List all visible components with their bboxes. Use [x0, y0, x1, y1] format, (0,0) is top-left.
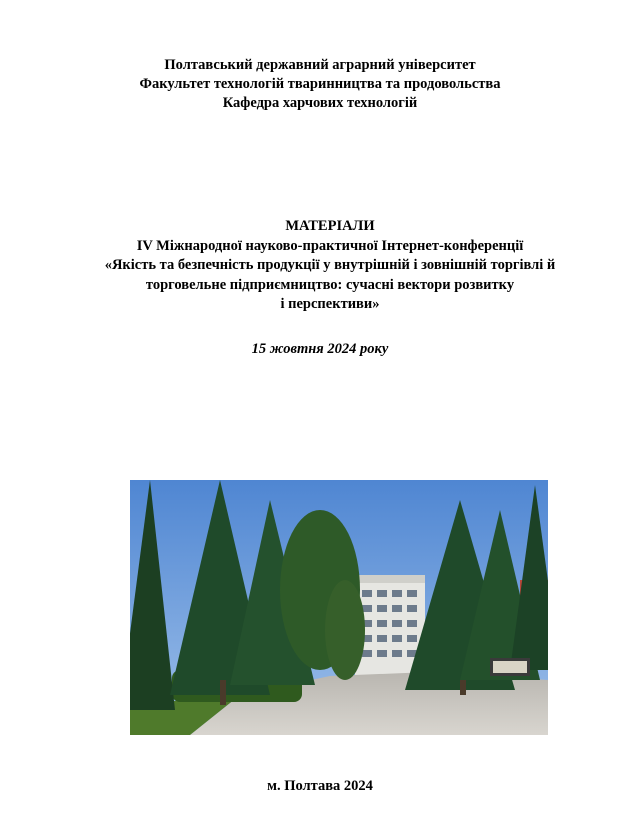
conference-date: 15 жовтня 2024 року	[251, 341, 389, 357]
campus-photo	[130, 480, 548, 735]
title-line-2: «Якість та безпечність продукції у внутрішній і зовнішній торгівлі й	[104, 257, 556, 273]
faculty-name: Факультет технологій тваринництва та продовольства	[139, 76, 501, 92]
title-line-3: торговельне підприємництво: сучасні вектори розвитку	[145, 276, 515, 293]
place-year: м. Полтава 2024	[267, 778, 373, 794]
title-line-1: IV Міжнародної науково-практичної Інтернет-конференції	[136, 237, 524, 254]
department-name: Кафедра харчових технологій	[222, 95, 418, 111]
institution-header	[0, 56, 640, 113]
title-line-4: і перспективи»	[280, 296, 380, 312]
university-name: Полтавський державний аграрний університет	[164, 57, 476, 73]
conference-title	[60, 217, 600, 315]
title-heading: МАТЕРІАЛИ	[285, 218, 375, 234]
